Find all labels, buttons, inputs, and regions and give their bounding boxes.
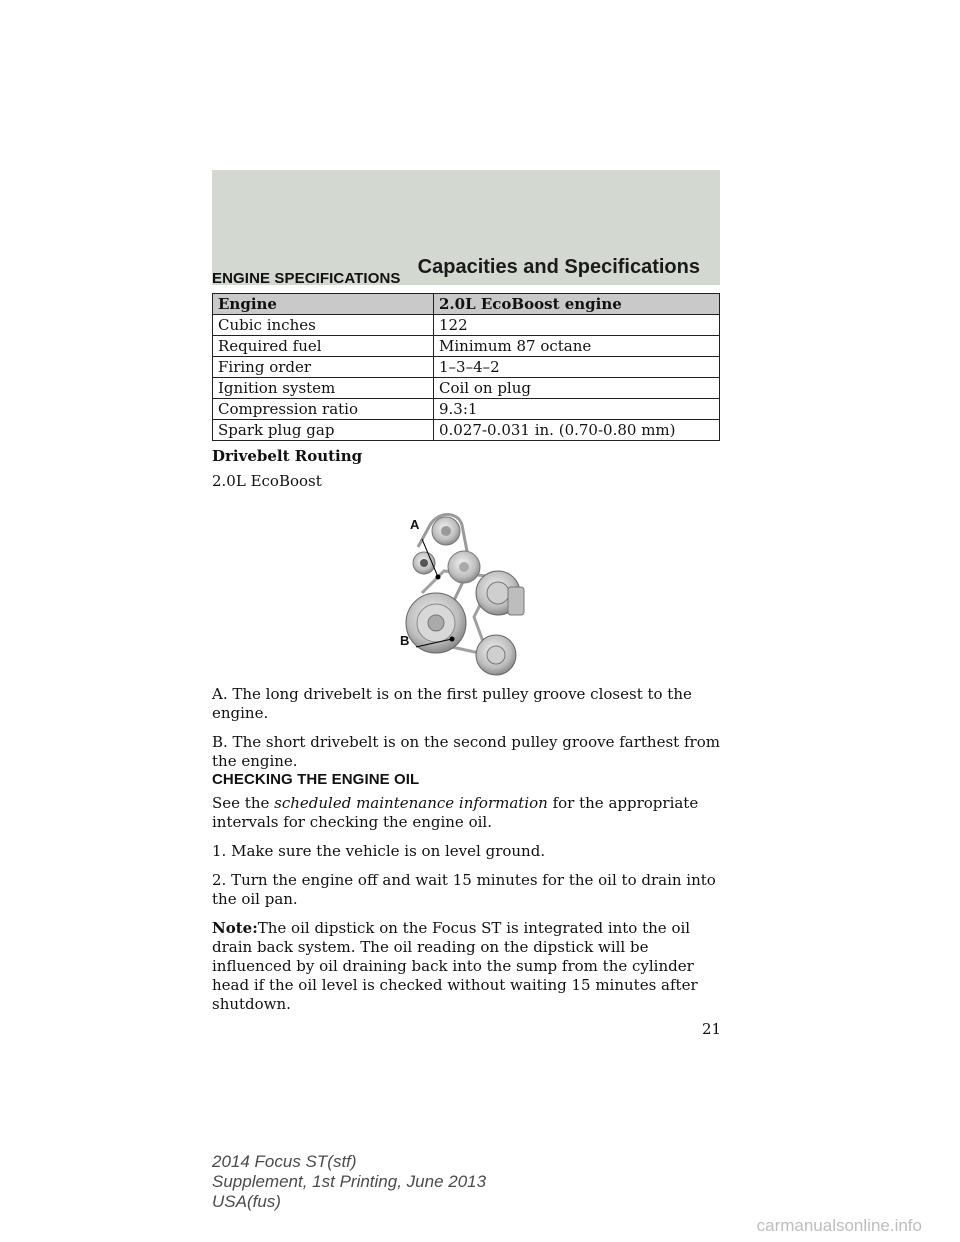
callout-label-a: A <box>410 517 420 532</box>
footer-market: USA <box>212 1192 247 1211</box>
engine-specs-table <box>212 293 720 441</box>
document-footer <box>212 1152 486 1212</box>
section-title: Capacities and Specifications <box>417 256 700 278</box>
table-cell: 1–3–4–2 <box>434 357 720 378</box>
column-header: 2.0L EcoBoost engine <box>434 294 720 315</box>
oil-check-intro <box>212 794 720 832</box>
drivebelt-note-a: A. The long drivebelt is on the first pulley groove closest to the engine. <box>212 685 692 722</box>
table-row <box>213 315 720 336</box>
table-cell: Compression ratio <box>213 399 434 420</box>
footer-line-2: Supplement, 1st Printing, June 2013 <box>212 1172 487 1191</box>
table-cell: Cubic inches <box>213 315 434 336</box>
table-cell: 0.027-0.031 in. (0.70-0.80 mm) <box>434 420 720 441</box>
header-band <box>212 170 720 285</box>
table-row <box>213 336 720 357</box>
table-cell: Coil on plug <box>434 378 720 399</box>
table-cell: 122 <box>434 315 720 336</box>
footer-model-code: (stf) <box>327 1152 357 1171</box>
footer-line-3 <box>212 1192 486 1212</box>
footer-line-1 <box>212 1152 486 1172</box>
table-cell: Minimum 87 octane <box>434 336 720 357</box>
table-cell: 9.3:1 <box>434 399 720 420</box>
drivebelt-note-b: B. The short drivebelt is on the second pulley groove farthest from the engine. <box>212 733 720 770</box>
note-label: Note: <box>212 919 258 937</box>
drivebelt-illustration <box>212 497 720 679</box>
intro-text: See the <box>212 794 275 812</box>
oil-step-1: 1. Make sure the vehicle is on level ground. <box>212 842 546 860</box>
intro-text: for the appropriate intervals for checking the engine oil. <box>212 794 699 831</box>
oil-check-heading: CHECKING THE ENGINE OIL <box>212 771 420 788</box>
engine-specs-heading: ENGINE SPECIFICATIONS <box>212 270 401 287</box>
table-row <box>213 420 720 441</box>
engine-label: 2.0L EcoBoost <box>212 472 322 490</box>
page-content <box>212 270 720 1014</box>
table-cell: Ignition system <box>213 378 434 399</box>
oil-step-2: 2. Turn the engine off and wait 15 minutes for the oil to drain into the oil pan. <box>212 871 716 908</box>
column-header: Engine <box>213 294 434 315</box>
table-cell: Spark plug gap <box>213 420 434 441</box>
drivebelt-diagram <box>212 497 720 679</box>
table-header-row <box>213 294 720 315</box>
footer-model: 2014 Focus ST <box>212 1152 328 1171</box>
table-cell: Firing order <box>213 357 434 378</box>
footer-market-code: (fus) <box>246 1192 281 1211</box>
page-number: 21 <box>702 1020 722 1038</box>
callout-label-b: B <box>400 633 410 648</box>
oil-note <box>212 919 720 1014</box>
note-text: The oil dipstick on the Focus ST is integrated into the oil drain back system. The oil reading on the dipstick will be influenced by oil draining back into the sump from the cylinder head if the oil level is checked without waiting 15 minutes after shutdown. <box>212 919 698 1013</box>
watermark: carmanualsonline.info <box>756 1216 922 1235</box>
table-row <box>213 357 720 378</box>
drivebelt-heading: Drivebelt Routing <box>212 447 363 465</box>
maintenance-reference: scheduled maintenance information <box>274 794 548 812</box>
table-row <box>213 378 720 399</box>
table-cell: Required fuel <box>213 336 434 357</box>
table-row <box>213 399 720 420</box>
